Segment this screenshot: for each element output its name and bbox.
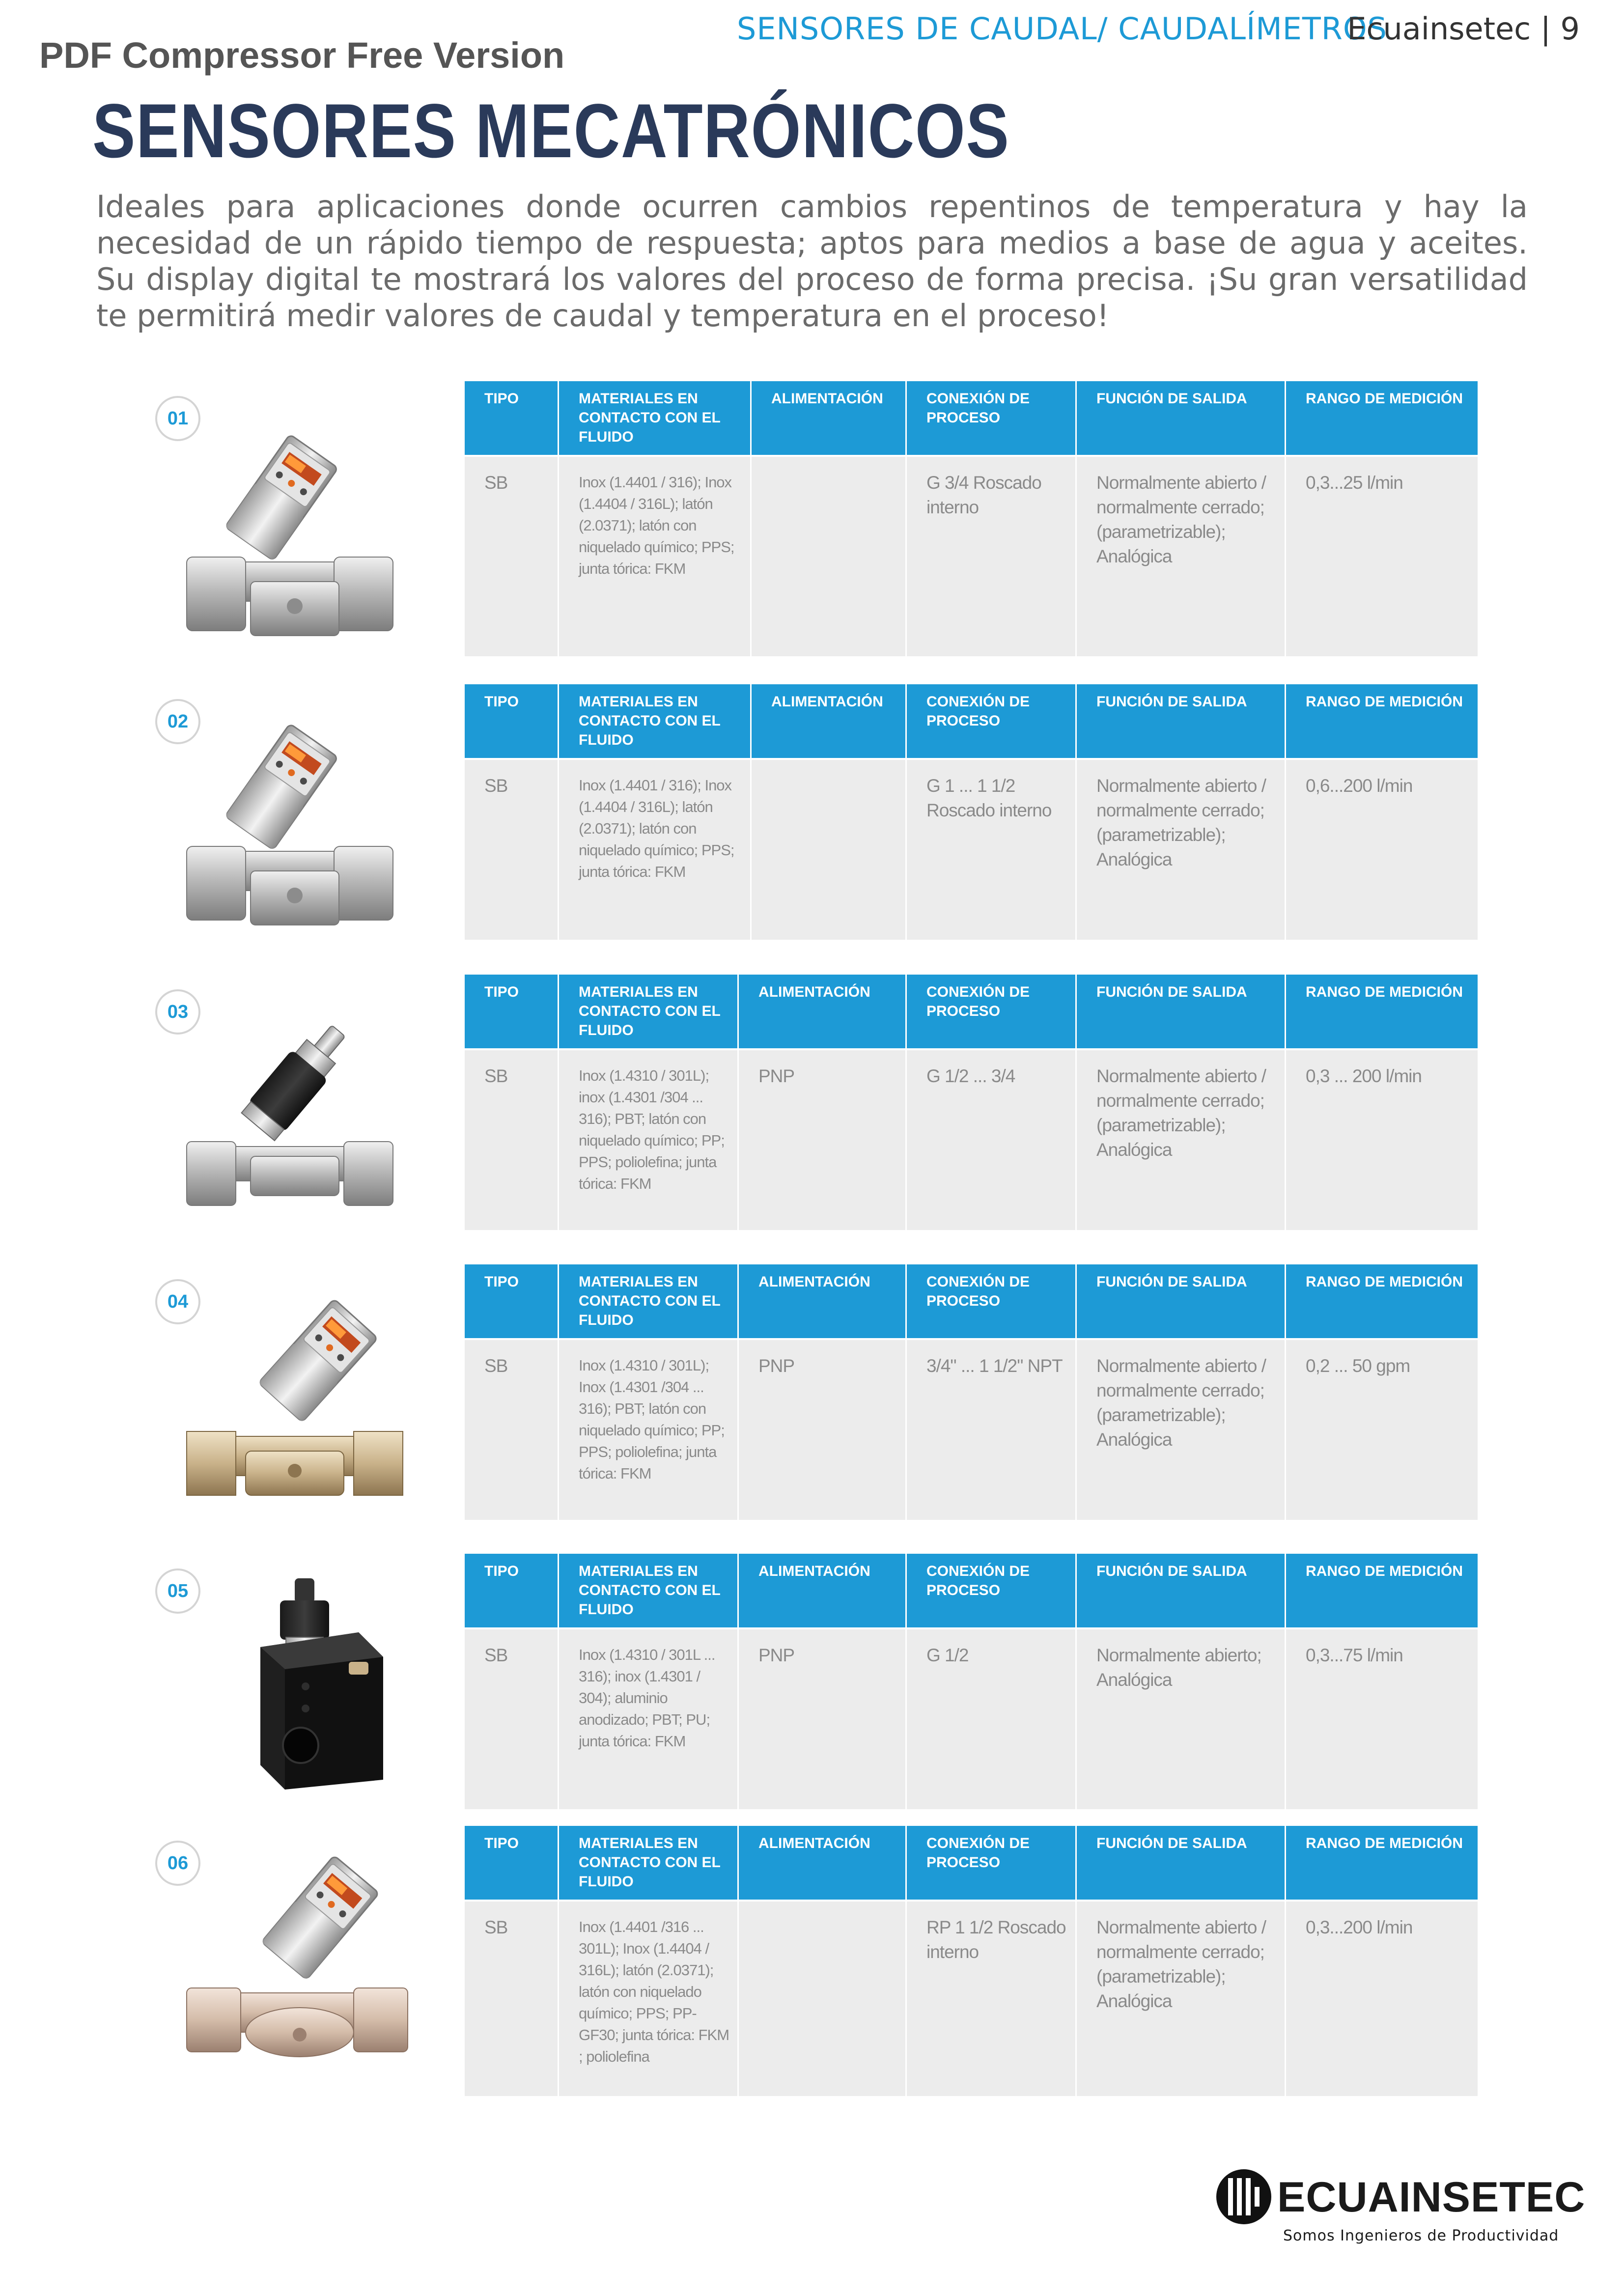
cell-funcion: Normalmente abierto; Analógica — [1077, 1627, 1286, 1809]
cell-conexion: RP 1 1/2 Roscado interno — [907, 1900, 1077, 2096]
flow-sensor-image — [177, 709, 452, 935]
col-header-funcion: FUNCIÓN DE SALIDA — [1077, 975, 1286, 1048]
col-header-alimentacion: ALIMENTACIÓN — [752, 381, 907, 455]
col-header-materiales: MATERIALES EN CONTACTO CON EL FLUIDO — [559, 684, 752, 758]
cell-tipo: SB — [465, 455, 559, 656]
cell-materiales: Inox (1.4401 / 316); Inox (1.4404 / 316L); latón (2.0371); latón con niquelado químico; PPS; junta tórica: FKM — [559, 758, 752, 940]
cell-materiales: Inox (1.4310 / 301L ... 316); inox (1.4301 / 304); aluminio anodizado; PBT; PU; junta tórica: FKM — [559, 1627, 739, 1809]
cell-tipo: SB — [465, 1338, 559, 1520]
cell-alimentacion — [752, 758, 907, 940]
col-header-funcion: FUNCIÓN DE SALIDA — [1077, 684, 1286, 758]
flow-sensor-image — [177, 999, 452, 1225]
col-header-tipo: TIPO — [465, 684, 559, 758]
cell-conexion: 3/4" ... 1 1/2" NPT — [907, 1338, 1077, 1520]
page-title: SENSORES MECATRÓNICOS — [92, 88, 1010, 174]
cell-alimentacion: PNP — [739, 1627, 907, 1809]
col-header-conexion: CONEXIÓN DE PROCESO — [907, 684, 1077, 758]
spec-table — [465, 381, 1478, 656]
cell-rango: 0,2 ... 50 gpm — [1286, 1338, 1478, 1520]
col-header-conexion: CONEXIÓN DE PROCESO — [907, 1554, 1077, 1627]
cell-materiales: Inox (1.4401 / 316); Inox (1.4404 / 316L); latón (2.0371); latón con niquelado químico; PPS; junta tórica: FKM — [559, 455, 752, 656]
cell-conexion: G 1/2 — [907, 1627, 1077, 1809]
flow-sensor-image — [177, 1573, 452, 1799]
flow-sensor-image — [177, 420, 452, 645]
product-number-badge: 01 — [155, 396, 200, 441]
col-header-funcion: FUNCIÓN DE SALIDA — [1077, 1826, 1286, 1900]
cell-tipo: SB — [465, 1627, 559, 1809]
header-brand-page: Ecuainsetec | 9 — [1347, 11, 1580, 47]
col-header-rango: RANGO DE MEDICIÓN — [1286, 975, 1478, 1048]
flow-sensor-image — [177, 1846, 452, 2071]
spec-table — [465, 1826, 1478, 2096]
col-header-rango: RANGO DE MEDICIÓN — [1286, 381, 1478, 455]
spec-table — [465, 1554, 1478, 1809]
col-header-conexion: CONEXIÓN DE PROCESO — [907, 381, 1077, 455]
cell-rango: 0,3 ... 200 l/min — [1286, 1048, 1478, 1230]
col-header-conexion: CONEXIÓN DE PROCESO — [907, 1264, 1077, 1338]
cell-funcion: Normalmente abierto / normalmente cerrado; (parametrizable); Analógica — [1077, 1048, 1286, 1230]
col-header-rango: RANGO DE MEDICIÓN — [1286, 1264, 1478, 1338]
cell-rango: 0,3...75 l/min — [1286, 1627, 1478, 1809]
cell-tipo: SB — [465, 758, 559, 940]
cell-materiales: Inox (1.4310 / 301L); Inox (1.4301 /304 ... 316); PBT; latón con niquelado químico; PP; PPS; poliolefina; junta tórica: FKM — [559, 1338, 739, 1520]
flow-sensor-image — [177, 1289, 452, 1515]
spec-table — [465, 1264, 1478, 1520]
col-header-rango: RANGO DE MEDICIÓN — [1286, 1554, 1478, 1627]
col-header-alimentacion: ALIMENTACIÓN — [739, 1826, 907, 1900]
cell-funcion: Normalmente abierto / normalmente cerrado; (parametrizable); Analógica — [1077, 1338, 1286, 1520]
cell-alimentacion: PNP — [739, 1048, 907, 1230]
cell-tipo: SB — [465, 1048, 559, 1230]
ecuainsetec-logo-icon — [1214, 2167, 1273, 2226]
cell-alimentacion — [752, 455, 907, 656]
cell-rango: 0,3...200 l/min — [1286, 1900, 1478, 2096]
watermark: PDF Compressor Free Version — [39, 35, 565, 76]
col-header-tipo: TIPO — [465, 1264, 559, 1338]
footer-tagline: Somos Ingenieros de Productividad — [1283, 2227, 1559, 2244]
col-header-materiales: MATERIALES EN CONTACTO CON EL FLUIDO — [559, 1826, 739, 1900]
col-header-materiales: MATERIALES EN CONTACTO CON EL FLUIDO — [559, 975, 739, 1048]
cell-funcion: Normalmente abierto / normalmente cerrado; (parametrizable); Analógica — [1077, 758, 1286, 940]
col-header-tipo: TIPO — [465, 975, 559, 1048]
col-header-tipo: TIPO — [465, 1826, 559, 1900]
col-header-conexion: CONEXIÓN DE PROCESO — [907, 975, 1077, 1048]
cell-alimentacion: PNP — [739, 1338, 907, 1520]
footer-company-name: ECUAINSETEC — [1277, 2174, 1586, 2221]
product-number-badge: 03 — [155, 989, 200, 1035]
cell-rango: 0,6...200 l/min — [1286, 758, 1478, 940]
product-number-badge: 04 — [155, 1279, 200, 1324]
spec-table — [465, 684, 1478, 940]
col-header-tipo: TIPO — [465, 1554, 559, 1627]
col-header-materiales: MATERIALES EN CONTACTO CON EL FLUIDO — [559, 1264, 739, 1338]
cell-materiales: Inox (1.4310 / 301L); inox (1.4301 /304 ... 316); PBT; latón con niquelado químico; PP; PPS; poliolefina; junta tórica: FKM — [559, 1048, 739, 1230]
cell-materiales: Inox (1.4401 /316 ... 301L); Inox (1.4404 / 316L); latón (2.0371); latón con niquelado químico; PPS; PP-GF30; junta tórica: FKM ; poliolefina — [559, 1900, 739, 2096]
cell-conexion: G 1 ... 1 1/2 Roscado interno — [907, 758, 1077, 940]
col-header-funcion: FUNCIÓN DE SALIDA — [1077, 381, 1286, 455]
cell-conexion: G 3/4 Roscado interno — [907, 455, 1077, 656]
col-header-rango: RANGO DE MEDICIÓN — [1286, 1826, 1478, 1900]
cell-tipo: SB — [465, 1900, 559, 2096]
product-number-badge: 02 — [155, 699, 200, 744]
col-header-conexion: CONEXIÓN DE PROCESO — [907, 1826, 1077, 1900]
cell-funcion: Normalmente abierto / normalmente cerrado; (parametrizable); Analógica — [1077, 455, 1286, 656]
intro-paragraph: Ideales para aplicaciones donde ocurren cambios repentinos de temperatura y hay la necesidad de un rápido tiempo de respuesta; aptos para medios a base de agua y aceites. Su display digital te mostrará los valores del proceso de forma precisa. ¡Su gran versatilidad te permitirá medir valores de caudal y temperatura en el proceso! — [96, 189, 1528, 334]
spec-table — [465, 975, 1478, 1230]
col-header-materiales: MATERIALES EN CONTACTO CON EL FLUIDO — [559, 381, 752, 455]
col-header-rango: RANGO DE MEDICIÓN — [1286, 684, 1478, 758]
col-header-alimentacion: ALIMENTACIÓN — [739, 1264, 907, 1338]
col-header-alimentacion: ALIMENTACIÓN — [739, 975, 907, 1048]
cell-alimentacion — [739, 1900, 907, 2096]
col-header-tipo: TIPO — [465, 381, 559, 455]
header-section-title: SENSORES DE CAUDAL/ CAUDALÍMETROS — [737, 11, 1388, 47]
cell-rango: 0,3...25 l/min — [1286, 455, 1478, 656]
product-number-badge: 06 — [155, 1841, 200, 1886]
col-header-funcion: FUNCIÓN DE SALIDA — [1077, 1554, 1286, 1627]
col-header-materiales: MATERIALES EN CONTACTO CON EL FLUIDO — [559, 1554, 739, 1627]
cell-funcion: Normalmente abierto / normalmente cerrado; (parametrizable); Analógica — [1077, 1900, 1286, 2096]
product-number-badge: 05 — [155, 1568, 200, 1614]
col-header-funcion: FUNCIÓN DE SALIDA — [1077, 1264, 1286, 1338]
col-header-alimentacion: ALIMENTACIÓN — [752, 684, 907, 758]
col-header-alimentacion: ALIMENTACIÓN — [739, 1554, 907, 1627]
cell-conexion: G 1/2 ... 3/4 — [907, 1048, 1077, 1230]
